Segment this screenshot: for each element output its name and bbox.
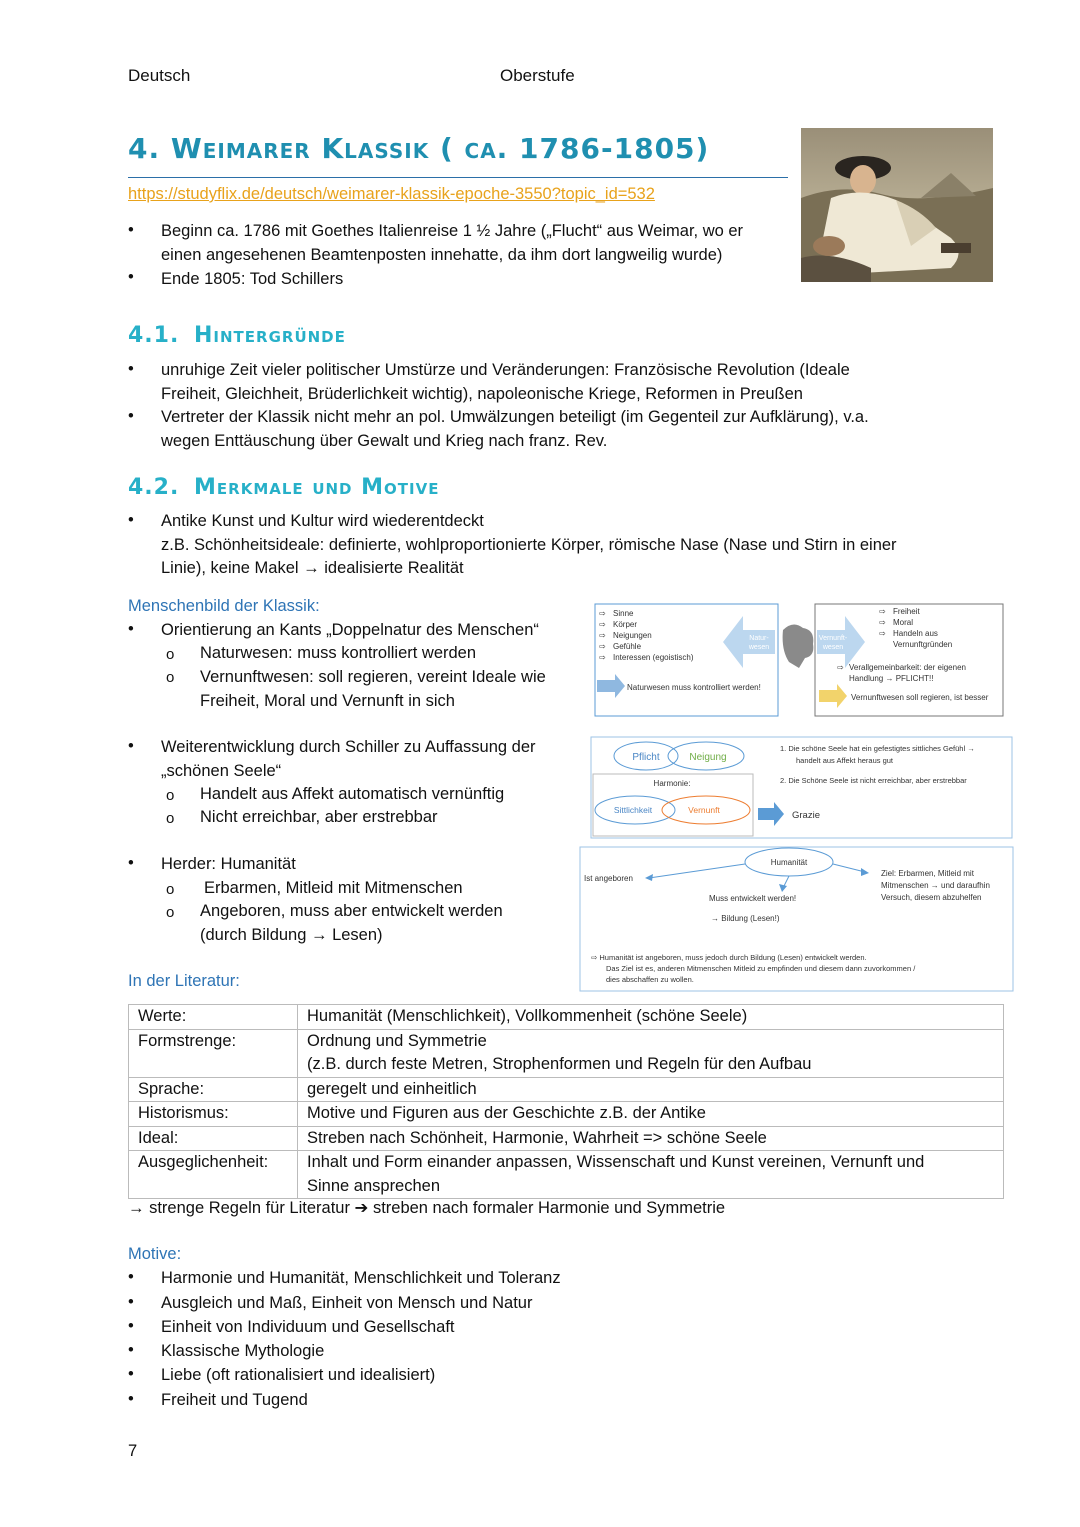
row-value: Inhalt und Form einander anpassen, Wissenschaft und Kunst vereinen, Vernunft und Sinne ansprechen (298, 1151, 1004, 1199)
bullet-icon: • (128, 1317, 134, 1335)
bullet-icon: • (128, 221, 134, 239)
list-item: Liebe (oft rationalisiert und idealisiert) (161, 1366, 436, 1384)
left-item-koerper: ⇨ Körper (599, 620, 638, 629)
svg-text:Vernunft: Vernunft (688, 805, 720, 815)
bullet-icon: • (128, 737, 134, 755)
svg-text:Vernunftgründen: Vernunftgründen (893, 640, 953, 649)
row-key: Ausgeglichenheit: (129, 1151, 298, 1199)
svg-text:Muss entwickelt werden!: Muss entwickelt werden! (709, 894, 797, 903)
svg-text:Pflicht: Pflicht (632, 752, 660, 763)
motive-label: Motive: (128, 1245, 182, 1263)
left-item-gefuehle: ⇨ Gefühle (599, 642, 642, 651)
bullet-icon: • (128, 407, 134, 425)
circle-bullet-icon: o (166, 904, 175, 921)
section1-text-1: unruhige Zeit vieler politischer Umstürze und Veränderungen: Französische Revolution (Ideale Freiheit, Gleichheit, Brüderlichkeit wichtig), napoleonische Kriege, Reformen in Preußen (161, 361, 850, 403)
row-value: geregelt und einheitlich (298, 1077, 1004, 1102)
menschenbild-label: Menschenbild der Klassik: (128, 597, 320, 615)
humanitaet-diagram (579, 846, 1014, 992)
literatur-conclusion: → strenge Regeln für Literatur ➔ streben nach formaler Harmonie und Symmetrie (128, 1199, 726, 1217)
svg-text:Ziel: Erbarmen, Mitleid mitMit: Ziel: Erbarmen, Mitleid mit Mitmenschen → und daraufhin Versuch, diesem abzuhelfen (881, 869, 990, 902)
table-row (129, 1077, 1004, 1102)
svg-text:⇨ Humanität ist angeboren, mu: ⇨ Humanität ist angeboren, muss jedoch durch Bildung (Lesen) entwickelt werden. Das Ziel ist es, anderen Mitmenschen Mitleid zu empfinden und diesem dann zuvorkommen / dies abschaffen zu wollen. (591, 953, 916, 984)
intro-text-1: Beginn ca. 1786 mit Goethes Italienreise 1 ½ Jahre („Flucht“ aus Weimar, wo er einen angesehenen Beamtenposten innehatte, da ihm dort langweilig wurde) (161, 222, 744, 264)
svg-text:1. Die schöne Seele hat ein g: 1. Die schöne Seele hat ein gefestigtes sittliches Gefühl → handelt aus Affekt heraus gut (780, 744, 975, 765)
bullet-icon: • (128, 360, 134, 378)
literatur-table (128, 1004, 1004, 1199)
schiller-text: Weiterentwicklung durch Schiller zu Auffassung der „schönen Seele“ (161, 738, 536, 780)
schiller-sub-2: Nicht erreichbar, aber erstrebbar (200, 808, 438, 826)
svg-text:→ Bildung (Lesen!): → Bildung (Lesen!) (711, 914, 780, 923)
kant-sub-1: Naturwesen: muss kontrolliert werden (200, 644, 477, 662)
row-key: Sprache: (129, 1077, 298, 1102)
list-item: Harmonie und Humanität, Menschlichkeit und Toleranz (161, 1269, 561, 1287)
studyflix-link[interactable]: https://studyflix.de/deutsch/weimarer-klassik-epoche-3550?topic_id=532 (128, 185, 655, 203)
svg-text:⇨Handeln aus: ⇨ Handeln aus (879, 629, 938, 638)
row-key: Werte: (129, 1005, 298, 1030)
header-subject: Deutsch (128, 66, 191, 85)
section1-text-2: Vertreter der Klassik nicht mehr an pol. Umwälzungen beteiligt (im Gegenteil zur Aufklärung), v.a. wegen Enttäuschung über Gewalt und Krieg nach franz. Rev. (161, 408, 869, 450)
svg-text:Naturwesen muss kontrolliert w: Naturwesen muss kontrolliert werden! (627, 683, 761, 692)
section2-text: Antike Kunst und Kultur wird wiederentdeckt z.B. Schönheitsideale: definierte, wohlproportionierte Körper, römische Nase (Nase und Stirn in einer Linie), keine Makel → idealisierte Realität (161, 512, 897, 577)
row-value: Ordnung und Symmetrie (z.B. durch feste Metren, Strophenformen und Regeln für den Aufbau (298, 1029, 1004, 1077)
circle-bullet-icon: o (166, 646, 175, 663)
left-item-sinne: ⇨ Sinne (599, 609, 634, 618)
herder-text: Herder: Humanität (161, 855, 296, 873)
bullet-icon: • (128, 511, 134, 529)
doppelnatur-diagram (593, 602, 1007, 720)
schoene-seele-diagram (590, 736, 1014, 840)
left-item-interessen: ⇨ Interessen (egoistisch) (599, 653, 694, 662)
svg-text:Vernunft-wesen: Vernunft-wesen (818, 635, 848, 651)
head-silhouette-icon (783, 624, 814, 668)
svg-text:2. Die Schöne Seele ist nicht: 2. Die Schöne Seele ist nicht erreichbar, aber erstrebbar (780, 776, 967, 785)
svg-text:Harmonie:: Harmonie: (653, 779, 691, 788)
svg-text:Grazie: Grazie (792, 810, 820, 821)
bullet-icon: • (128, 1341, 134, 1359)
list-item: Einheit von Individuum und Gesellschaft (161, 1318, 455, 1336)
table-row (129, 1029, 1004, 1077)
svg-text:Sittlichkeit: Sittlichkeit (613, 805, 653, 815)
bullet-icon: • (128, 1268, 134, 1286)
row-key: Ideal: (129, 1126, 298, 1151)
literatur-label: In der Literatur: (128, 972, 240, 990)
bullet-icon: • (128, 854, 134, 872)
table-row (129, 1005, 1004, 1030)
section-heading-4-2: 4.2. Merkmale und Motive (128, 475, 440, 500)
circle-bullet-icon: o (166, 669, 175, 686)
section-heading-4-1: 4.1. Hintergründe (128, 323, 346, 348)
svg-text:Neigung: Neigung (689, 752, 727, 763)
bullet-icon: • (128, 1365, 134, 1383)
herder-sub-1: Erbarmen, Mitleid mit Mitmenschen (204, 879, 463, 897)
title-rule (128, 177, 788, 178)
circle-bullet-icon: o (166, 787, 175, 804)
svg-text:⇨Freiheit: ⇨ Freiheit (879, 607, 920, 616)
row-value: Streben nach Schönheit, Harmonie, Wahrheit => schöne Seele (298, 1126, 1004, 1151)
circle-bullet-icon: o (166, 881, 175, 898)
herder-sub-2: Angeboren, muss aber entwickelt werden (durch Bildung → Lesen) (200, 902, 503, 944)
list-item: Ausgleich und Maß, Einheit von Mensch und Natur (161, 1294, 533, 1312)
svg-text:⇨Verallgemeinbarkeit: der eige: ⇨ Verallgemeinbarkeit: der eigenen Handlung → PFLICHT!! (837, 663, 966, 683)
list-item: Klassische Mythologie (161, 1342, 325, 1360)
bullet-icon: • (128, 268, 134, 286)
row-key: Historismus: (129, 1102, 298, 1127)
svg-text:Humanität: Humanität (770, 858, 808, 867)
table-row (129, 1151, 1004, 1199)
list-item: Freiheit und Tugend (161, 1391, 308, 1409)
circle-bullet-icon: o (166, 810, 175, 827)
row-key: Formstrenge: (129, 1029, 298, 1077)
svg-text:Natur-wesen: Natur-wesen (748, 635, 770, 651)
bullet-icon: • (128, 1293, 134, 1311)
table-row (129, 1102, 1004, 1127)
kant-text: Orientierung an Kants „Doppelnatur des Menschen“ (161, 621, 539, 639)
header-level: Oberstufe (500, 66, 575, 85)
intro-text-2: Ende 1805: Tod Schillers (161, 270, 344, 288)
goethe-painting-image (801, 128, 993, 282)
row-value: Humanität (Menschlichkeit), Vollkommenheit (schöne Seele) (298, 1005, 1004, 1030)
table-row (129, 1126, 1004, 1151)
page-title: 4. Weimarer Klassik ( ca. 1786-1805) (128, 132, 710, 165)
svg-text:Ist angeboren: Ist angeboren (584, 874, 633, 883)
svg-text:⇨Moral: ⇨ Moral (879, 618, 914, 627)
left-item-neigungen: ⇨ Neigungen (599, 631, 652, 640)
kant-sub-2: Vernunftwesen: soll regieren, vereint Ideale wie Freiheit, Moral und Vernunft in sich (200, 668, 546, 710)
page-number: 7 (128, 1442, 138, 1460)
bullet-icon: • (128, 620, 134, 638)
bullet-icon: • (128, 1390, 134, 1408)
row-value: Motive und Figuren aus der Geschichte z.B. der Antike (298, 1102, 1004, 1127)
svg-text:Vernunftwesen soll regieren, i: Vernunftwesen soll regieren, ist besser (851, 693, 989, 702)
schiller-sub-1: Handelt aus Affekt automatisch vernünftig (200, 785, 505, 803)
